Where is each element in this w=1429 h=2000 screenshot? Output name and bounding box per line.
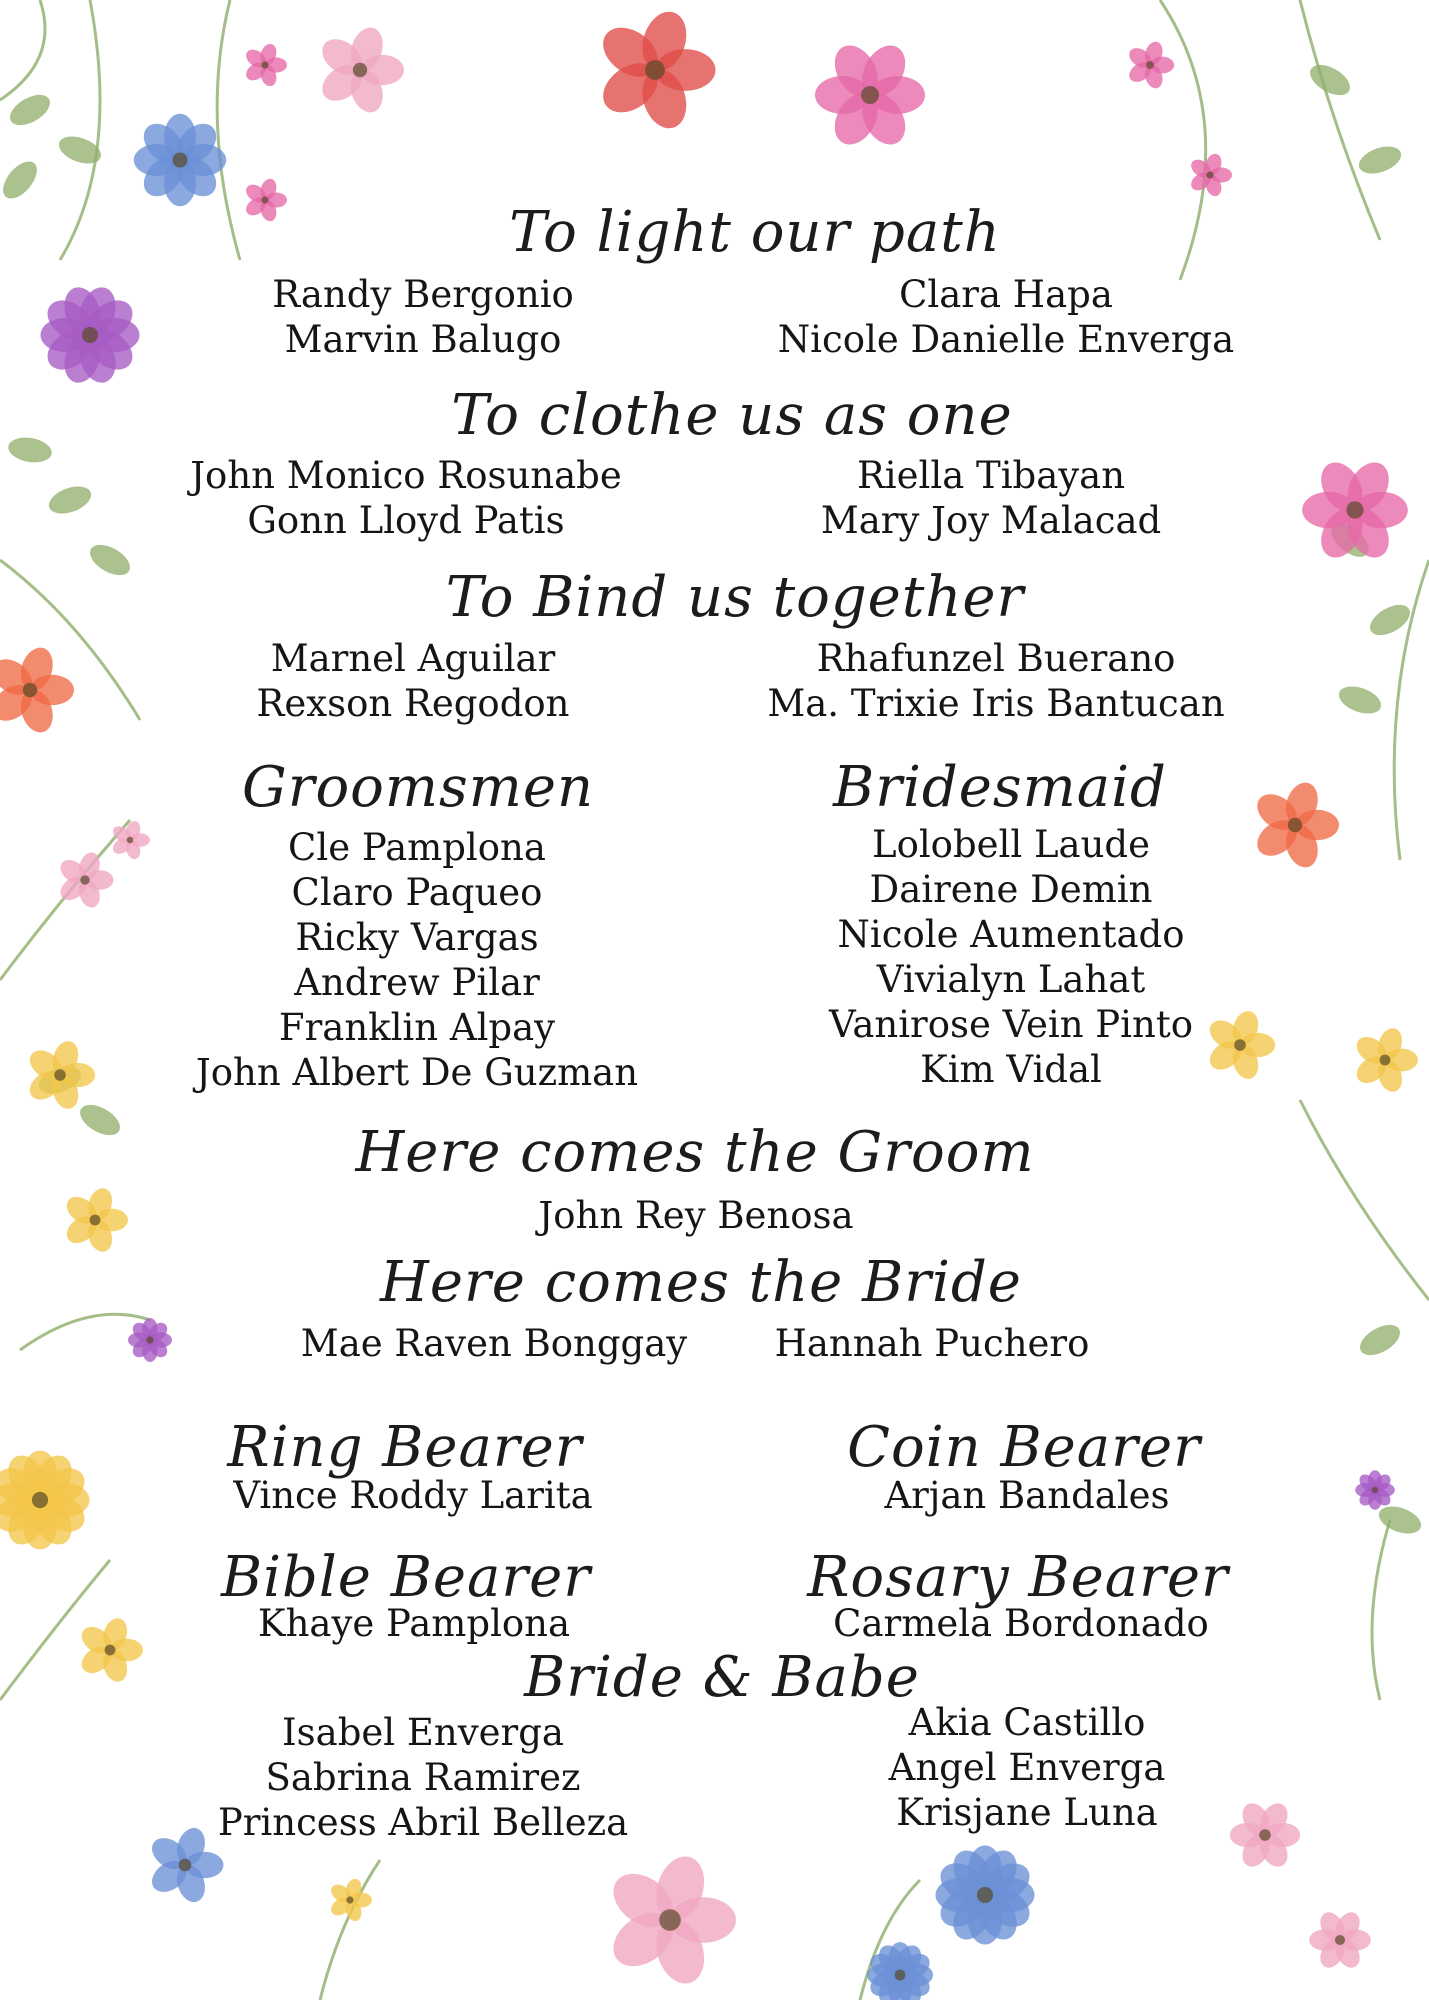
name-line: Marnel Aguilar bbox=[270, 637, 556, 680]
name-line: John Albert De Guzman bbox=[195, 1051, 639, 1094]
name-line: Vanirose Vein Pinto bbox=[828, 1003, 1194, 1046]
yellow-buttercup-flower bbox=[77, 1615, 143, 1685]
name-line: Gonn Lloyd Patis bbox=[247, 499, 565, 542]
light-path-right-names bbox=[778, 272, 1234, 362]
leaf bbox=[1305, 59, 1355, 102]
white-cosmos-flower bbox=[1309, 1908, 1371, 1972]
name-line: Nicole Aumentado bbox=[837, 913, 1185, 956]
small-pink-flower bbox=[1126, 39, 1175, 90]
name-line: Akia Castillo bbox=[908, 1701, 1146, 1744]
coin-bearer-name: Arjan Bandales bbox=[884, 1474, 1170, 1517]
stem bbox=[1160, 0, 1206, 280]
white-cosmos-flower bbox=[1230, 1798, 1300, 1871]
purple-thistle-flower bbox=[128, 1318, 172, 1362]
name-line: Ricky Vargas bbox=[295, 916, 539, 959]
yellow-buttercup-flower bbox=[62, 1185, 128, 1255]
leaf bbox=[1335, 681, 1385, 719]
stem bbox=[217, 0, 240, 260]
leaf bbox=[1375, 1501, 1425, 1539]
name-line: Riella Tibayan bbox=[856, 454, 1126, 497]
ring-bearer-heading: Ring Bearer bbox=[227, 1415, 583, 1480]
name-line: Franklin Alpay bbox=[278, 1006, 556, 1049]
stem bbox=[1300, 1100, 1429, 1300]
name-line: Randy Bergonio bbox=[272, 273, 574, 316]
bride-name-left: Mae Raven Bonggay bbox=[300, 1322, 688, 1365]
bride-babe-right-names bbox=[889, 1700, 1166, 1835]
name-line: John Monico Rosunabe bbox=[190, 454, 622, 497]
purple-thistle-flower bbox=[1355, 1470, 1395, 1510]
name-line: Ma. Trixie Iris Bantucan bbox=[767, 682, 1225, 725]
blue-cornflower-flower bbox=[134, 114, 226, 206]
light-path-left-names bbox=[272, 272, 574, 362]
pink-cosmos-flower bbox=[815, 38, 925, 152]
rosary-bearer-heading: Rosary Bearer bbox=[807, 1545, 1229, 1610]
purple-thistle-flower bbox=[40, 283, 140, 388]
name-line: Cle Pamplona bbox=[288, 826, 546, 869]
stem bbox=[0, 0, 45, 100]
leaf bbox=[45, 481, 95, 519]
name-line: Kim Vidal bbox=[920, 1048, 1102, 1091]
leaf bbox=[0, 155, 43, 204]
blue-forget-me-not-flower bbox=[146, 1824, 223, 1905]
blue-aster-flower bbox=[934, 1844, 1037, 1947]
orange-poppy-flower bbox=[0, 643, 74, 736]
bridesmaid-names bbox=[829, 822, 1193, 1092]
clothe-heading: To clothe us as one bbox=[451, 383, 1013, 448]
orange-poppy-flower bbox=[1250, 778, 1339, 871]
bride-babe-heading: Bride & Babe bbox=[524, 1645, 920, 1710]
yellow-daisy-flower bbox=[0, 1449, 91, 1552]
leaf bbox=[1355, 1319, 1405, 1362]
bind-right-names bbox=[767, 636, 1224, 726]
stem bbox=[1300, 0, 1380, 240]
name-line: Mary Joy Malacad bbox=[820, 499, 1162, 542]
name-line: Vivialyn Lahat bbox=[876, 958, 1146, 1001]
stem bbox=[60, 0, 100, 260]
yellow-buttercup-flower bbox=[1204, 1008, 1275, 1082]
groom-name: John Rey Benosa bbox=[538, 1194, 854, 1237]
name-line: Rexson Regodon bbox=[256, 682, 570, 725]
bible-bearer-heading: Bible Bearer bbox=[220, 1545, 592, 1610]
bride-heading: Here comes the Bride bbox=[380, 1250, 1022, 1315]
pink-snapdragon-flower bbox=[56, 850, 114, 911]
red-poppy-flower bbox=[594, 6, 716, 134]
light-path-heading: To light our path bbox=[509, 200, 1001, 265]
leaf bbox=[85, 539, 135, 582]
groomsmen-heading: Groomsmen bbox=[241, 755, 595, 820]
name-line: Claro Paqueo bbox=[291, 871, 543, 914]
groomsmen-names bbox=[196, 825, 638, 1095]
name-line: Lolobell Laude bbox=[871, 823, 1151, 866]
leaf bbox=[1355, 141, 1405, 179]
name-line: Nicole Danielle Enverga bbox=[777, 318, 1235, 361]
pink-poppy-flower bbox=[603, 1850, 736, 1990]
small-pink-flower bbox=[243, 42, 287, 89]
name-line: Krisjane Luna bbox=[896, 1791, 1158, 1834]
groom-heading: Here comes the Groom bbox=[355, 1120, 1035, 1185]
yellow-buttercup-flower bbox=[24, 1038, 95, 1112]
small-pink-flower bbox=[1188, 152, 1232, 199]
bind-left-names bbox=[257, 636, 570, 726]
bible-bearer-name: Khaye Pamplona bbox=[257, 1602, 571, 1645]
bind-heading: To Bind us together bbox=[445, 565, 1025, 630]
name-line: Andrew Pilar bbox=[294, 961, 540, 1004]
name-line: Dairene Demin bbox=[869, 868, 1153, 911]
name-line: Rhafunzel Buerano bbox=[816, 637, 1176, 680]
bride-name-right: Hannah Puchero bbox=[774, 1322, 1090, 1365]
leaf bbox=[6, 434, 53, 465]
yellow-buttercup-flower bbox=[1352, 1025, 1418, 1095]
rosary-bearer-name: Carmela Bordonado bbox=[833, 1602, 1209, 1645]
name-line: Princess Abril Belleza bbox=[217, 1801, 629, 1844]
stem bbox=[0, 820, 130, 980]
small-pink-flower bbox=[243, 177, 287, 224]
bridesmaid-heading: Bridesmaid bbox=[833, 755, 1167, 820]
pink-sweetpea-flower bbox=[315, 23, 404, 116]
stem bbox=[320, 1860, 380, 2000]
coin-bearer-heading: Coin Bearer bbox=[847, 1415, 1201, 1480]
name-line: Sabrina Ramirez bbox=[265, 1756, 581, 1799]
pink-snapdragon-flower bbox=[110, 819, 150, 861]
name-line: Isabel Enverga bbox=[282, 1711, 564, 1754]
bride-babe-left-names bbox=[218, 1710, 628, 1845]
clothe-left-names bbox=[190, 453, 622, 543]
ring-bearer-name: Vince Roddy Larita bbox=[233, 1474, 593, 1517]
stem bbox=[1372, 1520, 1390, 1700]
leaf bbox=[75, 1099, 125, 1142]
leaf bbox=[5, 89, 55, 132]
name-line: Clara Hapa bbox=[899, 273, 1113, 316]
name-line: Marvin Balugo bbox=[284, 318, 562, 361]
name-line: Angel Enverga bbox=[888, 1746, 1166, 1789]
clothe-right-names bbox=[821, 453, 1161, 543]
